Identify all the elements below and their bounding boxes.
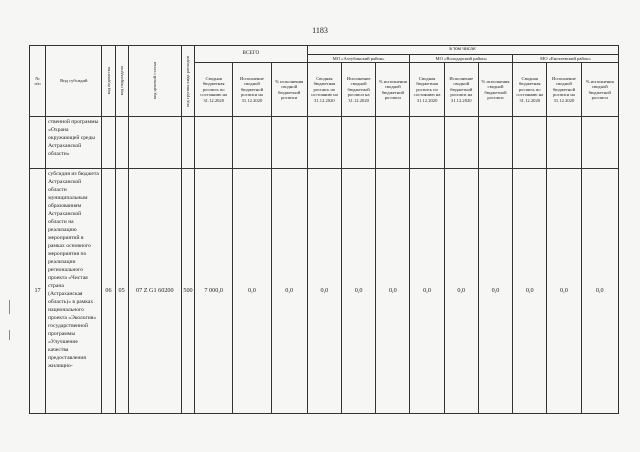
cell-value: 0,0: [444, 169, 478, 414]
cell-value: 0,0: [233, 169, 271, 414]
subheader-rospis: Сводная бюджетная роспись по состоянию на 31.12.2020: [195, 63, 233, 117]
header-vsego: ВСЕГО: [195, 46, 308, 63]
header-group-volodarsky: МО «Володарский район»: [410, 55, 513, 63]
row-name-continuation: ственной программы «Охрана окружающей среды Астраханской области»: [46, 117, 102, 169]
subheader-percent: % исполнения сводной бюджетной росписи: [478, 63, 512, 117]
margin-mark: [9, 330, 10, 340]
subheader-ispolnenie: Исполнение сводной бюджетной росписи на 31.12.2020: [233, 63, 271, 117]
header-vr: код группы вида расходов: [181, 46, 194, 117]
subheader-percent: % исполнения сводной бюджетной росписи: [376, 63, 410, 117]
page-number: 1183: [312, 26, 328, 35]
subheader-rospis: Сводная бюджетная роспись по состоянию на 31.12.2020: [513, 63, 547, 117]
row-num: 17: [30, 169, 46, 414]
subheader-percent: % исполнения сводной бюджетной росписи: [581, 63, 618, 117]
cell-value: 0,0: [547, 169, 581, 414]
header-csr: код целевой статьи: [128, 46, 181, 117]
subheader-ispolnenie: Исполнение сводной бюджетной росписи на 31.12.2020: [547, 63, 581, 117]
header-num: № п/п: [30, 46, 46, 117]
cell-value: 0,0: [307, 169, 341, 414]
subheader-percent: % исполнения сводной бюджетной росписи: [271, 63, 307, 117]
cell-value: 7 000,0: [195, 169, 233, 414]
row-name: субсидия из бюджета Астраханской области муниципальным образованиям Астраханской области на реализацию мероприятий в рамках основного мероприятия по реализации регионального проекта «Чистая страна (Астраханская область)» в рамках национального проекта «Экология» государственной программы «Улучшение качества предоставления жилищно-: [46, 169, 102, 414]
subheader-rospis: Сводная бюджетная роспись по состоянию на 31.12.2020: [307, 63, 341, 117]
cell-value: 0,0: [513, 169, 547, 414]
cell-value: 0,0: [581, 169, 618, 414]
row-ved: 06: [102, 169, 115, 414]
header-podrazdel: код подраздела: [115, 46, 128, 117]
cell-value: 0,0: [342, 169, 376, 414]
subsidy-table: [29, 45, 619, 414]
header-v-tom-chisle: в том числе:: [307, 46, 618, 55]
cell-value: 0,0: [478, 169, 512, 414]
header-group-enotaevsky: МО «Енотаевский район»: [513, 55, 619, 63]
header-name: Вид субсидий: [46, 46, 102, 117]
row-podrazdel: 05: [115, 169, 128, 414]
header-ved: код ведомства: [102, 46, 115, 117]
row-vr: 500: [181, 169, 194, 414]
subheader-ispolnenie: Исполнение сводной бюджетной росписи на 31.12.2020: [444, 63, 478, 117]
cell-value: 0,0: [271, 169, 307, 414]
table-row: [30, 169, 619, 414]
header-group-akhtubinsky: МО «Ахтубинский район»: [307, 55, 410, 63]
cell-value: 0,0: [410, 169, 444, 414]
cell-value: 0,0: [376, 169, 410, 414]
row-csr: 07 Z G1 60200: [128, 169, 181, 414]
margin-mark: [9, 300, 10, 314]
subheader-ispolnenie: Исполнение сводной бюджетной росписи на 31.12.2020: [342, 63, 376, 117]
subheader-rospis: Сводная бюджетная роспись по состоянию на 31.12.2020: [410, 63, 444, 117]
table-row: [30, 117, 619, 169]
